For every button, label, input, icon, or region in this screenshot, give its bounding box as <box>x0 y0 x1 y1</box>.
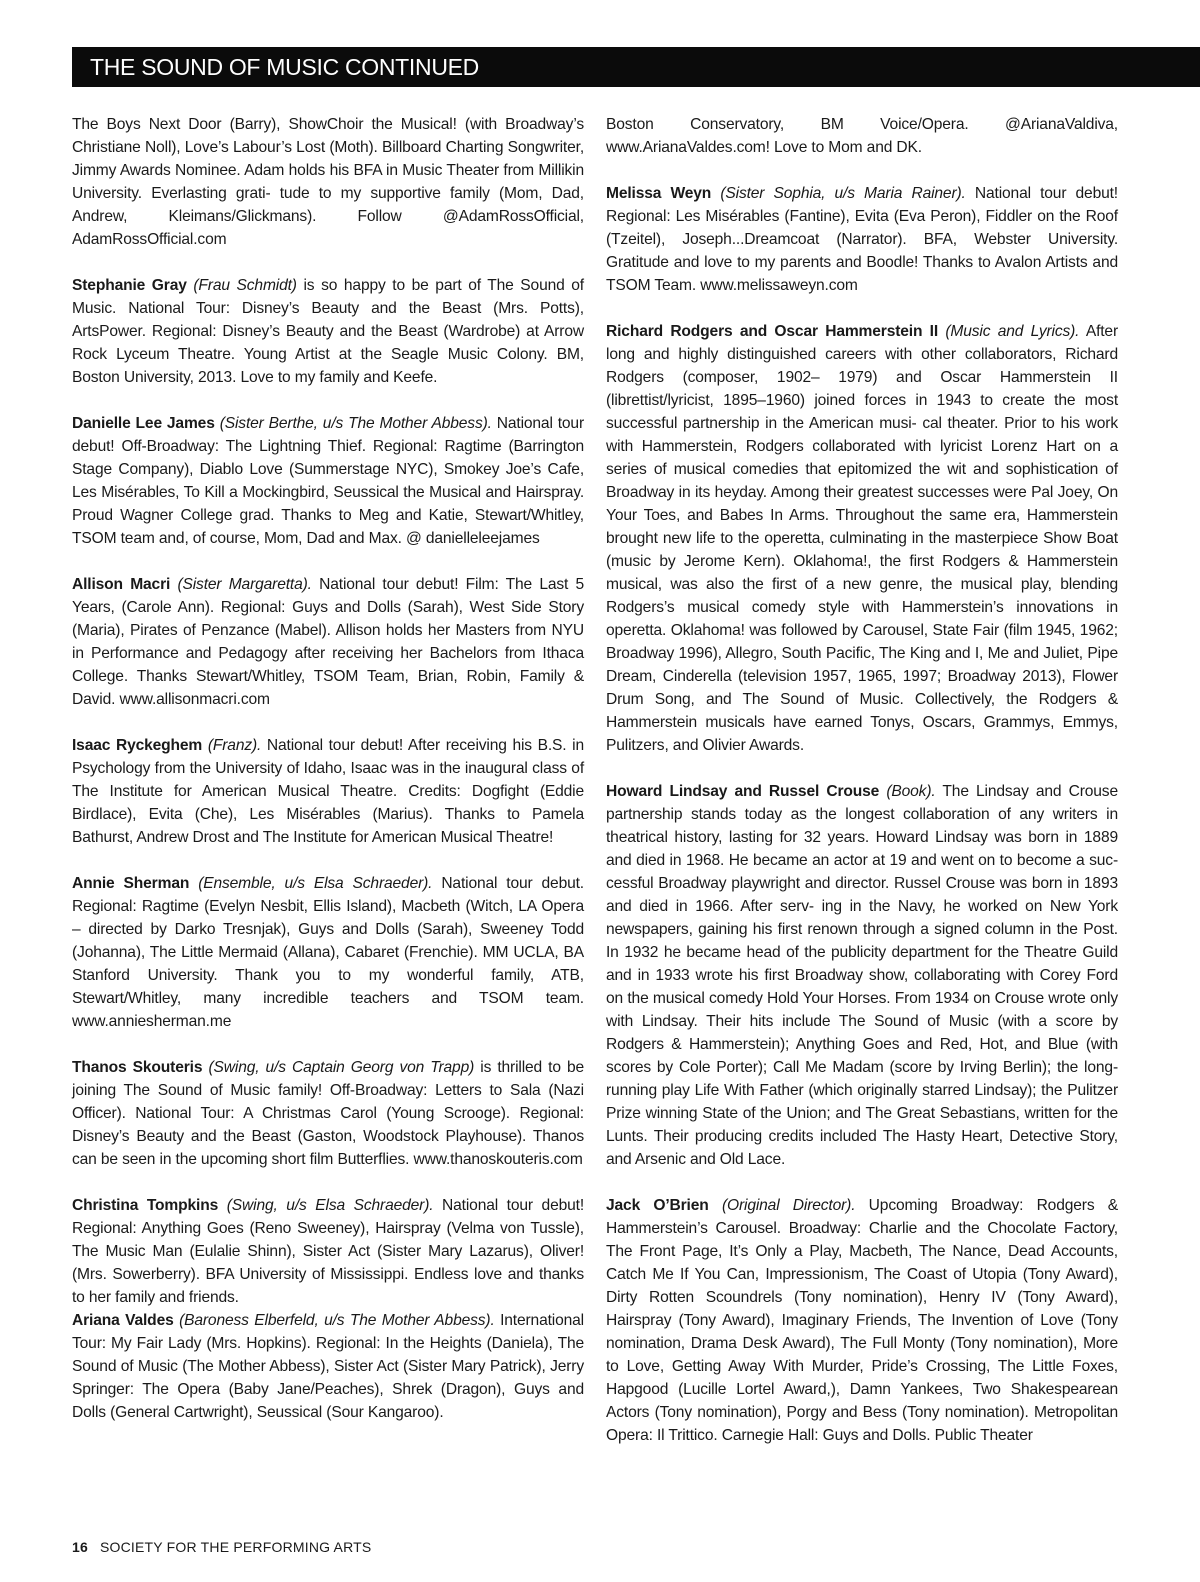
bio-role: (Sister Berthe, u/s The Mother Abbess). <box>219 415 492 432</box>
page-footer <box>72 1539 371 1555</box>
bio-name: Danielle Lee James <box>72 415 215 432</box>
bio-role: (Sister Sophia, u/s Maria Rainer). <box>720 185 966 202</box>
footer-label: SOCIETY FOR THE PERFORMING ARTS <box>99 1539 372 1555</box>
bio-name: Howard Lindsay and Russel Crouse <box>606 783 880 800</box>
bio-name: Melissa Weyn <box>606 185 712 202</box>
bio-stephanie-gray <box>72 274 584 389</box>
bio-role: (Music and Lyrics). <box>945 323 1080 340</box>
bio-allison-macri <box>72 573 584 711</box>
bio-text: After long and highly distinguished careers with other collaborators, Richard Rodgers (composer, 1902– 1979) and Oscar Hammerstein II (librettist/lyricist, 1895–1960) joined forces in 1943 to create the most successful partnership in the American musi- cal theater. Prior to his work with Hammerstein, Rodgers collaborated with lyricist Lorenz Hart on a series of musical comedies that epitomized the wit and sophistication of Broadway in its heyday. Among their greatest successes were Pal Joey, On Your Toes, and Babes In Arms. Throughout the same era, Hammerstein brought new life to the operetta, culminating in the masterpiece Show Boat (music by Jerome Kern). Oklahoma!, the first Rodgers & Hammerstein musical, was also the first of a new genre, the musical play, blending Rodgers’s musical comedy style with Hammerstein’s innovations in operetta. Oklahoma! was followed by Carousel, State Fair (film 1945, 1962; Broadway 1996), Allegro, South Pacific, The King and I, Me and Juliet, Pipe Dream, Cinderella (television 1957, 1965, 1997; Broadway 2013), Flower Drum Song, and The Sound of Music. Collectively, the Rodgers & Hammerstein musicals have earned Tonys, Oscars, Grammys, Emmys, Pulitzers, and Olivier Awards. <box>606 323 1118 754</box>
bio-text: National tour debut! Film: The Last 5 Years, (Carole Ann). Regional: Guys and Dolls (Sarah), West Side Story (Maria), Pirates of Penzance (Mabel). Allison holds her Masters from NYU in Performance and Pedagogy after receiving her Bachelors from Ithaca College. Thanks Stewart/Whitley, TSOM Team, Brian, Robin, Family & David. www.allisonmacri.com <box>72 576 584 708</box>
page-number: 16 <box>72 1539 88 1555</box>
bio-text: The Boys Next Door (Barry), ShowChoir the Musical! (with Broadway’s Christiane Noll), Love’s Labour’s Lost (Moth). Billboard Charting Songwriter, Jimmy Awards Nominee. Adam holds his BFA in Music Theater from Millikin University. Everlasting grati- tude to my supportive family (Mom, Dad, Andrew, Kleimans/Glickmans). Follow @AdamRossOfficial, AdamRossOfficial.com <box>72 116 584 248</box>
bio-text: International Tour: My Fair Lady (Mrs. Hopkins). Regional: In the Heights (Daniela), The Sound of Music (The Mother Abbess), Sister Act (Sister Mary Patrick), Jerry Springer: The Opera (Baby Jane/Peaches), Shrek (Dragon), Guys and Dolls (General Cartwright), Seussical (Sour Kangaroo). <box>72 1312 584 1421</box>
bio-name: Stephanie Gray <box>72 277 187 294</box>
bio-name: Jack O’Brien <box>606 1197 709 1214</box>
bio-name: Annie Sherman <box>72 875 190 892</box>
bio-role: (Sister Margaretta). <box>177 576 312 593</box>
bio-ariana-continued <box>606 113 1118 159</box>
bio-role: (Baroness Elberfeld, u/s The Mother Abbess). <box>179 1312 495 1329</box>
bio-text: Upcoming Broadway: Rodgers & Hammerstein’s Carousel. Broadway: Charlie and the Chocolate Factory, The Front Page, It’s Only a Play, Macbeth, The Nance, Dead Accounts, Catch Me If You Can, Impressionism, The Coast of Utopia (Tony Award), Dirty Rotten Scoundrels (Tony nomination), Henry IV (Tony Award), Hairspray (Tony Award), Imaginary Friends, The Invention of Love (Tony nomination, Drama Desk Award), The Full Monty (Tony nomination), More to Love, Getting Away With Murder, Pride’s Crossing, The Little Foxes, Hapgood (Lucille Lortel Award,), Damn Yankees, Two Shakespearean Actors (Tony nomination), Porgy and Bess (Tony nomination). Metropolitan Opera: Il Trittico. Carnegie Hall: Guys and Dolls. Public Theater <box>606 1197 1118 1444</box>
bio-role: (Ensemble, u/s Elsa Schraeder). <box>198 875 433 892</box>
bio-role: (Swing, u/s Elsa Schraeder). <box>226 1197 434 1214</box>
bio-text: is so happy to be part of The Sound of Music. National Tour: Disney’s Beauty and the Beast (Mrs. Potts), ArtsPower. Regional: Disney’s Beauty and the Beast (Wardrobe) at Arrow Rock Lyceum Theatre. Young Artist at the Seagle Music Colony. BM, Boston University, 2013. Love to my family and Keefe. <box>72 277 584 386</box>
bio-thanos-skouteris <box>72 1056 584 1171</box>
bio-text: National tour debut! After receiving his B.S. in Psychology from the University of Idaho, Isaac was in the inaugural class of The Institute for American Musical Theatre. Credits: Dogfight (Eddie Birdlace), Evita (Che), Les Misérables (Marius). Thanks to Pamela Bathurst, Andrew Drost and The Institute for American Musical Theatre! <box>72 737 584 846</box>
bio-annie-sherman <box>72 872 584 1033</box>
bio-role: (Swing, u/s Captain Georg von Trapp) <box>208 1059 475 1076</box>
bio-role: (Frau Schmidt) <box>193 277 297 294</box>
bio-isaac-ryckeghem <box>72 734 584 849</box>
section-title: THE SOUND OF MUSIC CONTINUED <box>90 54 479 80</box>
bio-name: Thanos Skouteris <box>72 1059 203 1076</box>
bio-role: (Book). <box>886 783 936 800</box>
bio-text: National tour debut! Regional: Les Misérables (Fantine), Evita (Eva Peron), Fiddler on the Roof (Tzeitel), Joseph...Dreamcoat (Narrator). BFA, Webster University. Gratitude and love to my parents and Boodle! Thanks to Avalon Artists and TSOM Team. www.melissaweyn.com <box>606 185 1118 294</box>
bio-melissa-weyn <box>606 182 1118 297</box>
bio-lindsay-crouse <box>606 780 1118 1171</box>
bio-text: National tour debut! Off-Broadway: The Lightning Thief. Regional: Ragtime (Barrington Stage Company), Diablo Love (Summerstage NYC), Smokey Joe’s Cafe, Les Misérables, To Kill a Mockingbird, Seussical the Musical and Hairspray. Proud Wagner College grad. Thanks to Meg and Katie, Stewart/Whitley, TSOM team and, of course, Mom, Dad and Max. @ danielleleejames <box>72 415 584 547</box>
bio-adam-continued <box>72 113 584 251</box>
bio-text: National tour debut! Regional: Anything Goes (Reno Sweeney), Hairspray (Velma von Tussle), The Music Man (Eulalie Shinn), Sister Act (Sister Mary Lazarus), Oliver! (Mrs. Sowerberry). BFA University of Mississippi. Endless love and thanks to her family and friends. <box>72 1197 585 1306</box>
bio-role: (Original Director). <box>721 1197 856 1214</box>
bio-text: The Lindsay and Crouse partnership stands today as the longest collaboration of any writers in theatrical history, lasting for 32 years. Howard Lindsay was born in 1889 and died in 1968. He became an actor at 19 and went on to become a suc- cessful Broadway playwright and director. Russel Crouse was born in 1893 and died in 1966. After serv- ing in the Navy, he worked on New York newspapers, gaining his first renown through a signed column in the Post. In 1932 he became head of the publicity department for the Theatre Guild and in 1933 wrote his first Broadway show, collaborating with Corey Ford on the musical comedy Hold Your Horses. From 1934 on Crouse wrote only with Lindsay. Their hits include The Sound of Music (with a score by Rodgers & Hammerstein); Anything Goes and Red, Hot, and Blue (with scores by Cole Porter); Call Me Madam (score by Irving Berlin); the long-running play Life With Father (which originally starred Lindsay); the Pulitzer Prize winning State of the Union; and The Great Sebastians, written for the Lunts. Their producing credits included The Hasty Heart, Detective Story, and Arsenic and Old Lace. <box>606 783 1118 1168</box>
bio-rodgers-hammerstein <box>606 320 1118 757</box>
bio-danielle-lee-james <box>72 412 584 550</box>
bio-name: Christina Tompkins <box>72 1197 219 1214</box>
bio-text: National tour debut. Regional: Ragtime (Evelyn Nesbit, Ellis Island), Macbeth (Witch, LA Opera – directed by Darko Tresnjak), Guys and Dolls (Sarah), Sweeney Todd (Johanna), The Little Mermaid (Allana), Cabaret (Frenchie). MM UCLA, BA Stanford University. Thank you to my wonderful family, ATB, Stewart/Whitley, many incredible teachers and TSOM team. www.anniesherman.me <box>72 875 584 1030</box>
right-column <box>606 113 1118 1447</box>
bio-text: Boston Conservatory, BM Voice/Opera. @ArianaValdiva, www.ArianaValdes.com! Love to Mom and DK. <box>606 116 1118 156</box>
left-column <box>72 113 584 1424</box>
bio-name: Isaac Ryckeghem <box>72 737 203 754</box>
bio-text: is thrilled to be joining The Sound of Music family! Off-Broadway: Letters to Sala (Nazi Officer). National Tour: A Christmas Carol (Young Scrooge). Regional: Disney’s Beauty and the Beast (Gaston, Woodstock Playhouse). Thanos can be seen in the upcoming short film Butterflies. www.thanoskouteris.com <box>72 1059 585 1168</box>
bio-christina-tompkins <box>72 1194 584 1309</box>
bio-ariana-valdes <box>72 1309 584 1424</box>
bio-name: Richard Rodgers and Oscar Hammerstein II <box>606 323 939 340</box>
bio-name: Allison Macri <box>72 576 171 593</box>
section-header-bar <box>72 47 1200 87</box>
bio-jack-obrien <box>606 1194 1118 1447</box>
bio-role: (Franz). <box>207 737 262 754</box>
bio-name: Ariana Valdes <box>72 1312 174 1329</box>
